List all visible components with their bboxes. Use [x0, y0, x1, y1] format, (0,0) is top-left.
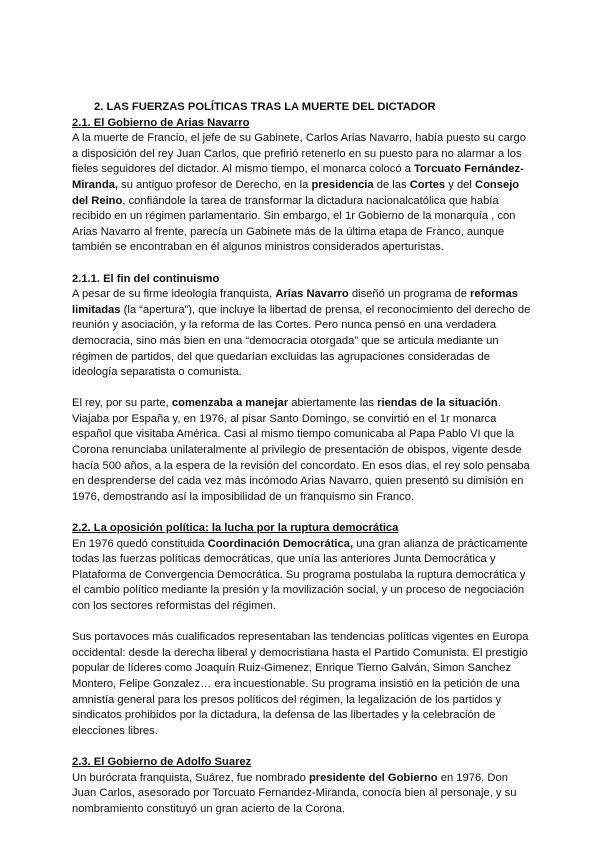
paragraph-reformas-limitadas: A pesar de su firme ideología franquista, Arias Navarro diseñó un programa de reformas limitadas (la “apertura”), que incluye la libertad de prensa, el reconocimiento del derecho de reunión y asociación, y la reforma de las Cortes. Pero nunca pensó en una verdadera democracia, sino más bien en una “democracia otorgada” que se articula mediante un régimen de partidos, del que quedarían excluidas las agrupaciones consideradas de ideología separatista o comunista. [72, 288, 531, 379]
section-heading-2-3: 2.3. El Gobierno de Adolfo Suarez [72, 755, 252, 768]
paragraph-suarez: Un burócrata franquista, Suárez, fue nombrado presidente del Gobierno en 1976. Don Juan Carlos, asesorado por Torcuato Fernandez-Miranda, conocía bien al personaje, y su nombramiento constituyó un gran acierto de la Corona. [72, 771, 517, 815]
section-heading-2-1-1: 2.1.1. El fin del continuismo [72, 272, 220, 285]
section-heading-2-2: 2.2. La oposición política: la lucha por la ruptura democrática [72, 522, 399, 535]
document-page [72, 100, 534, 817]
paragraph-rey-riendas: El rey, por su parte, comenzaba a manejar abiertamente las riendas de la situación. Viajaba por España y, en 1976, al pisar Santo Domingo, se convirtió en el 1r monarca español que visitaba América. Casi al mismo tiempo comunicaba al Papa Pablo VI que la Corona renunciaba unilateralmente al privilegio de presentación de obispos, vigente desde hacía 500 años, a la espera de la revisión del concordato. En esos días, el rey solo pensaba en desprenderse del cada vez más incómodo Arias Navarro, quien presentó su dimisión en 1976, demostrando así la imposibilidad de un franquismo sin Franco. [72, 397, 530, 503]
paragraph-coordinacion-democratica: En 1976 quedó constituida Coordinación Democrática, una gran alianza de prácticamente todas las fuerzas políticas democráticas, que unía las anteriores Junta Democrática y Plataforma de Convergencia Democrática. Su programa postulaba la ruptura democrática y el cambio político mediante la presión y la movilización social, y un proceso de negociación con los sectores reformistas del régimen. [72, 537, 528, 612]
document-title: 2. LAS FUERZAS POLÍTICAS TRAS LA MUERTE DEL DICTADOR [94, 101, 436, 113]
section-heading-2-1: 2.1. El Gobierno de Arias Navarro [72, 116, 250, 129]
paragraph-portavoces: Sus portavoces más cualificados representaban las tendencias políticas vigentes en Europa occidental: desde la derecha liberal y democristiana hasta el Partido Comunista. El prestigio popular de líderes como Joaquín Ruiz-Gimenez, Enrique Tierno Galván, Simon Sanchez Montero, Felipe Gonzalez… era incuestionable. Su programa insistió en la petición de una amnistía general para los presos políticos del régimen, la legalización de los partidos y sindicatos prohibidos por la dictadura, la defensa de las libertades y la celebración de elecciones libres. [72, 631, 529, 737]
paragraph-arias-navarro-government: A la muerte de Francio, el jefe de su Gabinete, Carlos Arias Navarro, había puesto su cargo a disposición del rey Juan Carlos, que prefirió retenerlo en su puesto para no alarmar a los fieles seguidores del dictador. Al mismo tiempo, el monarca colocó a Torcuato Fernández-Miranda, su antiguo profesor de Derecho, en la presidencia de las Cortes y del Consejo del Reino, confiándole la tarea de transformar la dictadura nacionalcatólica que había recibido en un régimen parlamentario. Sin embargo, el 1r Gobierno de la monarquía , con Arias Navarro al frente, parecía un Gabinete más de la última etapa de Franco, aunque también se encontraban en él algunos ministros considerados aperturistas. [72, 132, 526, 254]
